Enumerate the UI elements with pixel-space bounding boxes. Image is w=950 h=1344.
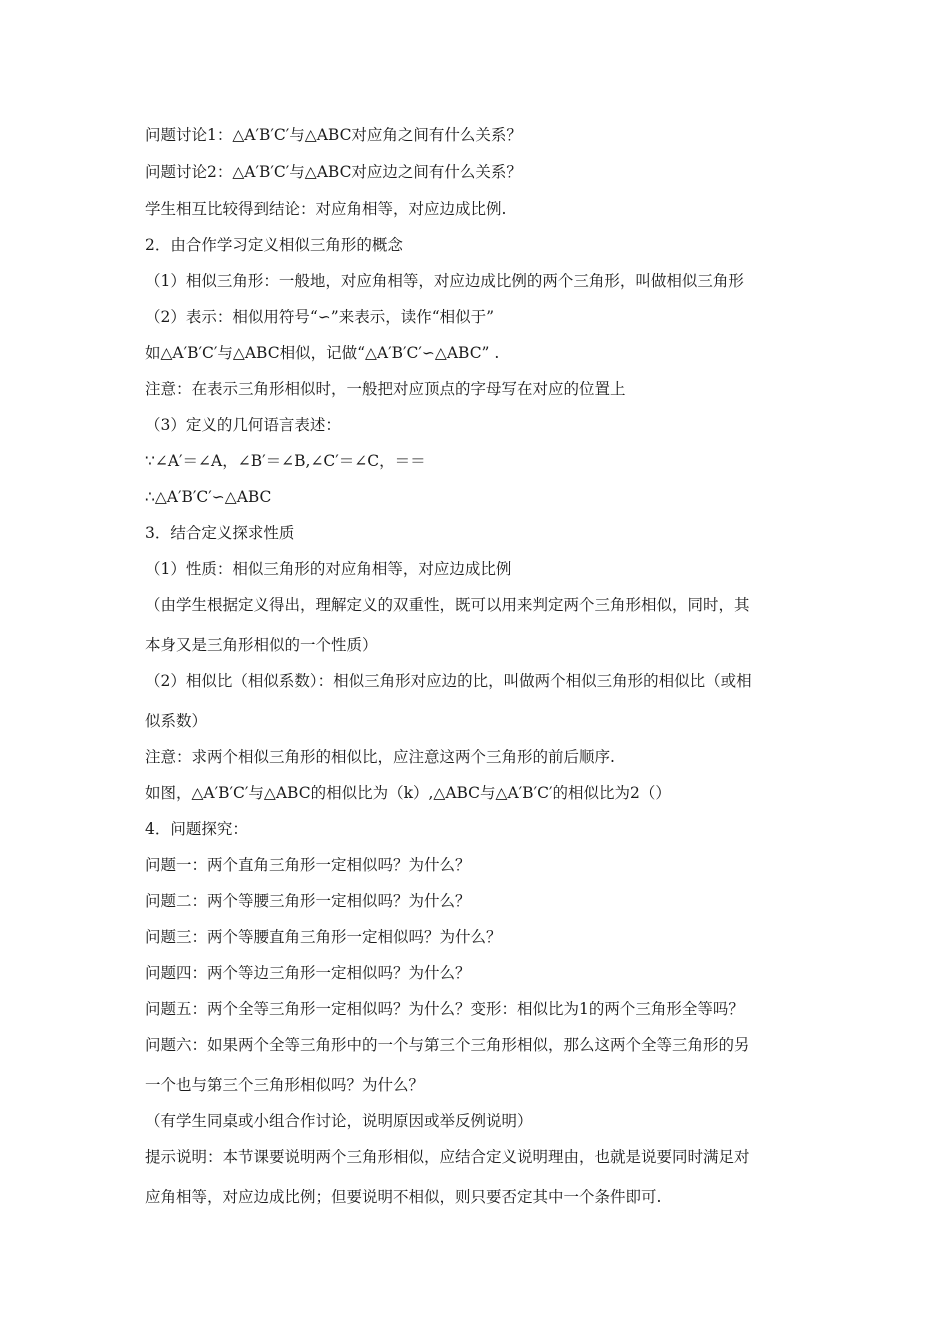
text-line: （2）相似比（相似系数）：相似三角形对应边的比，叫做两个相似三角形的相似比（或相 <box>145 672 752 690</box>
text-line: ∵∠A′＝∠A，∠B′＝∠B,∠C′＝∠C，＝＝ <box>145 452 426 470</box>
text-line: 问题三：两个等腰直角三角形一定相似吗？为什么？ <box>145 928 502 946</box>
text-line: 2．由合作学习定义相似三角形的概念 <box>145 236 403 254</box>
text-line: 如图，△A′B′C′与△ABC的相似比为（k）,△ABC与△A′B′C′的相似比为2（） <box>145 784 671 802</box>
text-line: 本身又是三角形相似的一个性质） <box>145 636 378 654</box>
text-line: 问题二：两个等腰三角形一定相似吗？为什么？ <box>145 892 471 910</box>
text-line: 问题讨论2：△A′B′C′与△ABC对应边之间有什么关系？ <box>145 163 522 181</box>
text-line: 问题四：两个等边三角形一定相似吗？为什么？ <box>145 964 471 982</box>
text-line: （1）相似三角形：一般地，对应角相等，对应边成比例的两个三角形，叫做相似三角形 <box>145 272 744 290</box>
text-line: ∴△A′B′C′∽△ABC <box>145 488 272 506</box>
text-line: 一个也与第三个三角形相似吗？为什么？ <box>145 1076 425 1094</box>
text-line: （1）性质：相似三角形的对应角相等，对应边成比例 <box>145 560 512 578</box>
text-line: 问题五：两个全等三角形一定相似吗？为什么？变形：相似比为1的两个三角形全等吗？ <box>145 1000 744 1018</box>
text-line: 3．结合定义探求性质 <box>145 524 295 542</box>
text-line: 似系数） <box>145 712 208 730</box>
text-line: （3）定义的几何语言表述： <box>145 416 341 434</box>
text-line: 注意：求两个相似三角形的相似比，应注意这两个三角形的前后顺序. <box>145 748 615 766</box>
text-line: 问题一：两个直角三角形一定相似吗？为什么？ <box>145 856 471 874</box>
text-line: （有学生同桌或小组合作讨论，说明原因或举反例说明） <box>145 1112 533 1130</box>
text-line: 应角相等，对应边成比例；但要说明不相似，则只要否定其中一个条件即可. <box>145 1188 662 1206</box>
text-line: （由学生根据定义得出，理解定义的双重性，既可以用来判定两个三角形相似，同时，其 <box>145 596 750 614</box>
text-line: 如△A′B′C′与△ABC相似，记做“△A′B′C′∽△ABC” . <box>145 344 500 362</box>
text-line: 学生相互比较得到结论：对应角相等，对应边成比例. <box>145 200 507 218</box>
text-line: 问题六：如果两个全等三角形中的一个与第三个三角形相似，那么这两个全等三角形的另 <box>145 1036 750 1054</box>
text-line: 注意：在表示三角形相似时，一般把对应顶点的字母写在对应的位置上 <box>145 380 626 398</box>
text-line: 问题讨论1：△A′B′C′与△ABC对应角之间有什么关系？ <box>145 126 522 144</box>
text-line: （2）表示：相似用符号“∽”来表示，读作“相似于” <box>145 308 495 326</box>
text-line: 提示说明：本节课要说明两个三角形相似，应结合定义说明理由，也就是说要同时满足对 <box>145 1148 750 1166</box>
text-line: 4．问题探究： <box>145 820 248 838</box>
